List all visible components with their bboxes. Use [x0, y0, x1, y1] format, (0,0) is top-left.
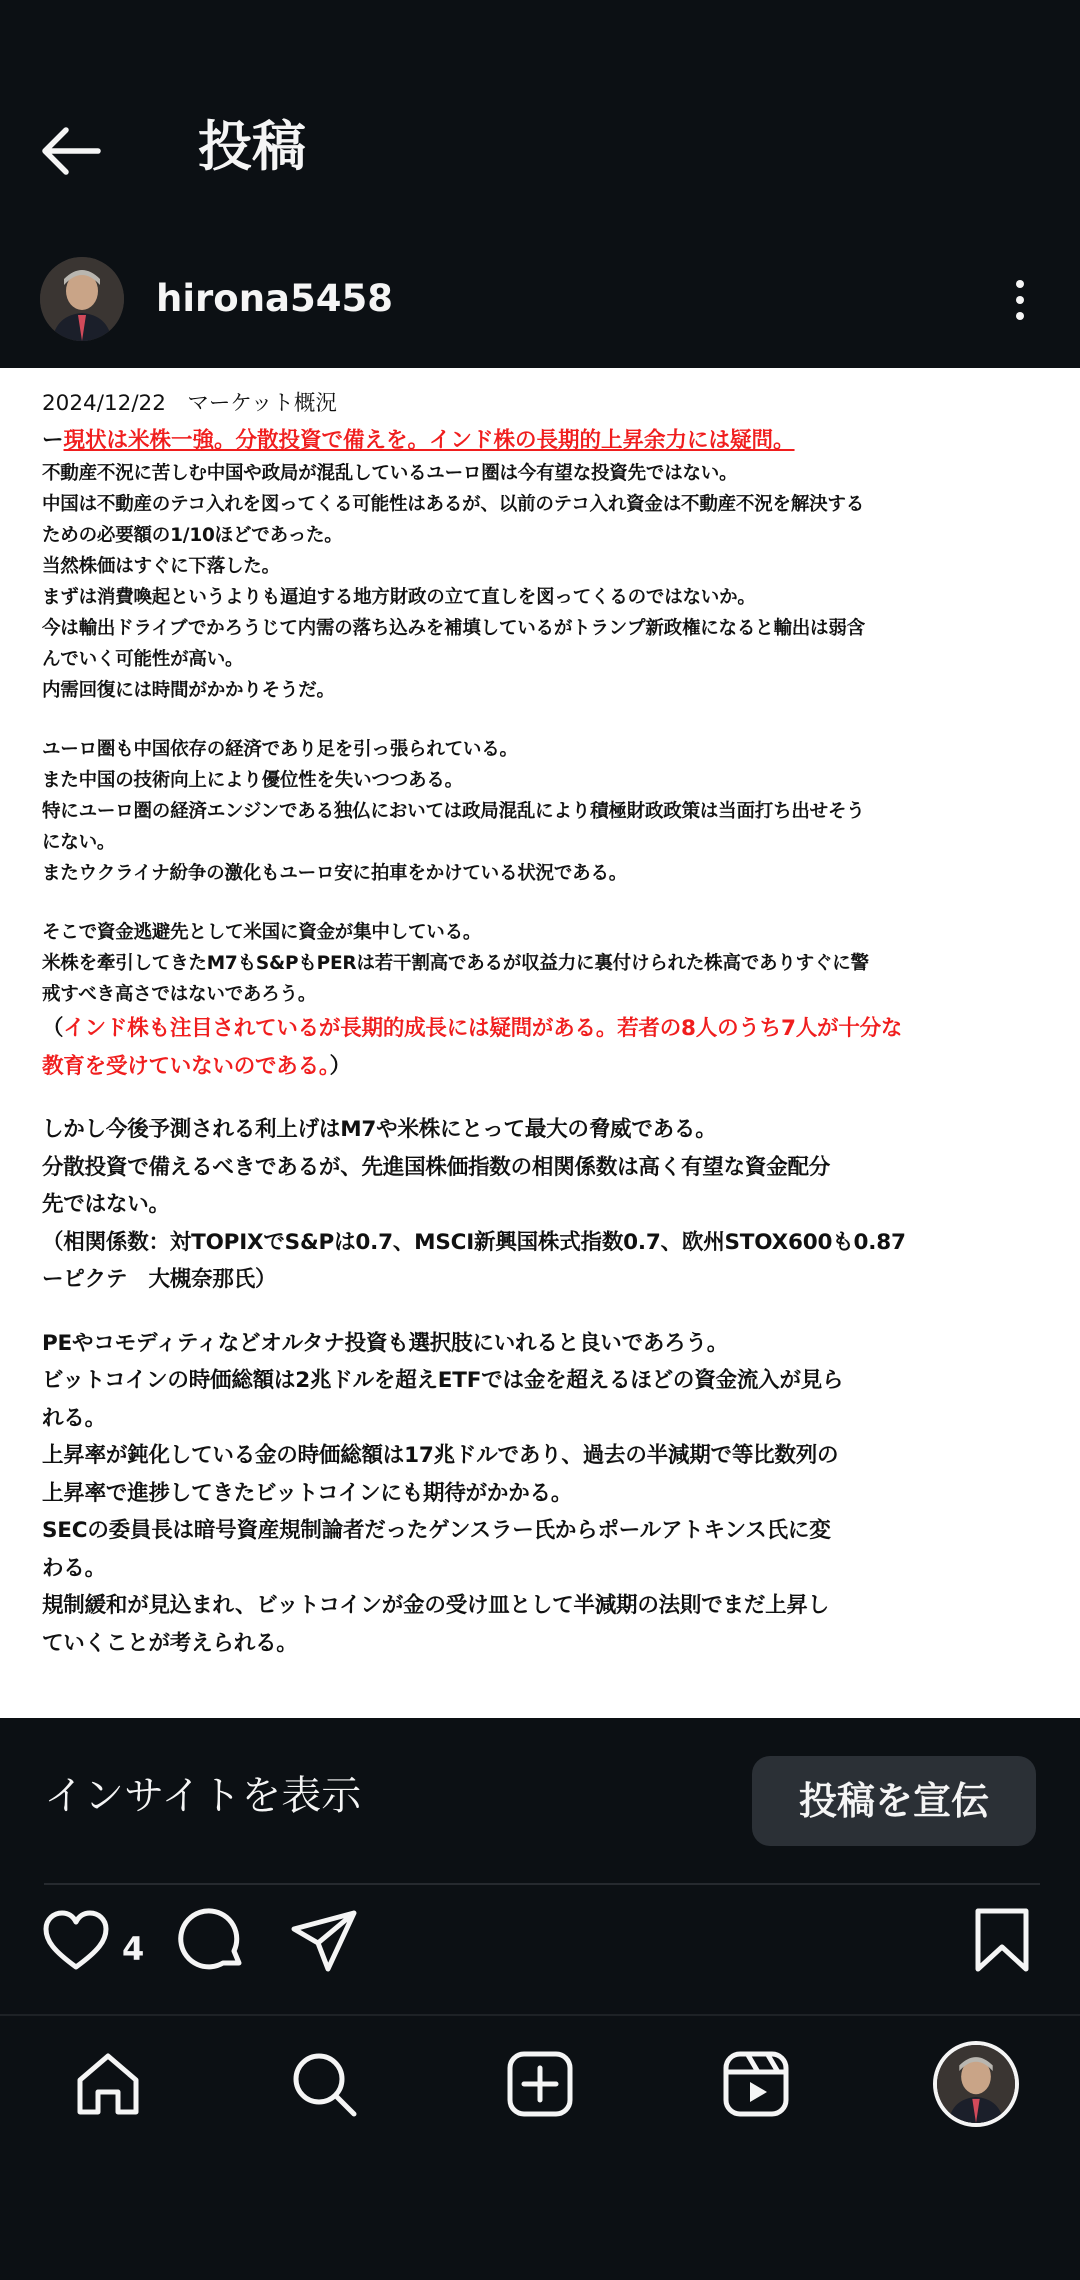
- text-line: 上昇率が鈍化している金の時価総額は17兆ドルであり、過去の半減期で等比数列の: [42, 1443, 839, 1468]
- text-line: 内需回復には時間がかかりそうだ。: [42, 680, 335, 701]
- arrow-left-icon: [36, 116, 106, 186]
- text-line: 不動産不況に苦しむ中国や政局が混乱しているユーロ圏は今有望な投資先ではない。: [42, 463, 738, 484]
- save-button[interactable]: [966, 1905, 1046, 1985]
- text-line: れる。: [42, 1405, 106, 1431]
- top-app-bar: [0, 90, 1080, 210]
- like-button[interactable]: [40, 1905, 120, 1985]
- send-icon: [288, 1905, 360, 1977]
- text-line: わる。: [42, 1555, 106, 1581]
- text-line: PEやコモディティなどオルタナ投資も選択肢にいれると良いであろう。: [42, 1330, 729, 1356]
- text-line: 規制緩和が見込まれ、ビットコインが金の受け皿として半減期の法則でまだ上昇し: [42, 1593, 830, 1618]
- document-headline: ー現状は米株一強。分散投資で備えを。インド株の長期的上昇余力には疑問。: [42, 428, 795, 453]
- search-icon: [288, 2048, 360, 2120]
- text-line: （相関係数：対TOPIXでS&Pは0.7、MSCI新興国株式指数0.7、欧州STOX600も0.87: [42, 1229, 906, 1255]
- text-line: 中国は不動産のテコ入れを図ってくる可能性はあるが、以前のテコ入れ資金は不動産不況を解決する: [42, 494, 865, 515]
- text-line: しかし今後予測される利上げはM7や米株にとって最大の脅威である。: [42, 1117, 717, 1142]
- nav-home[interactable]: [58, 2038, 158, 2138]
- text-line: SECの委員長は暗号資産規制論者だったゲンスラー氏からポールアトキンス氏に変: [42, 1518, 831, 1543]
- reels-icon: [720, 2048, 792, 2120]
- text-line: 当然株価はすぐに下落した。: [42, 556, 280, 577]
- more-vertical-icon: [1016, 280, 1024, 288]
- text-line: にない。: [42, 832, 116, 853]
- view-insights-link[interactable]: インサイトを表示: [44, 1773, 362, 1819]
- bookmark-icon: [966, 1905, 1038, 1977]
- nav-profile-avatar[interactable]: [933, 2041, 1019, 2127]
- text-line: 米株を牽引してきたM7もS&PもPERは若干割高であるが収益力に裏付けられた株高でありすぐに警: [42, 953, 869, 974]
- bottom-navigation: [0, 2016, 1080, 2146]
- avatar[interactable]: [40, 257, 124, 341]
- post-image[interactable]: [0, 368, 1080, 1718]
- text-line: ていくことが考えられる。: [42, 1630, 298, 1656]
- username[interactable]: hirona5458: [156, 277, 393, 320]
- text-line: ユーロ圏も中国依存の経済であり足を引っ張られている。: [42, 739, 518, 760]
- comment-icon: [176, 1905, 248, 1977]
- text-line: んでいく可能性が高い。: [42, 649, 244, 670]
- back-button[interactable]: [36, 116, 116, 186]
- comment-button[interactable]: [176, 1905, 256, 1985]
- document-date: 2024/12/22 マーケット概況: [42, 391, 337, 416]
- text-line: 特にユーロ圏の経済エンジンである独仏においては政局混乱により積極財政政策は当面打ち出せそう: [42, 801, 865, 822]
- nav-reels[interactable]: [706, 2038, 806, 2138]
- post-header: [0, 250, 1080, 350]
- share-button[interactable]: [288, 1905, 368, 1985]
- text-line: またウクライナ紛争の激化もユーロ安に拍車をかけている状況である。: [42, 863, 628, 884]
- profile-photo: [40, 257, 124, 341]
- post-actions: [0, 1905, 1080, 2005]
- text-line: 先ではない。: [42, 1192, 170, 1217]
- text-line: 今は輸出ドライブでかろうじて内需の落ち込みを補填しているがトランプ新政権になると輸出は弱含: [42, 618, 865, 639]
- nav-create[interactable]: [490, 2038, 590, 2138]
- home-icon: [72, 2048, 144, 2120]
- create-icon: [504, 2048, 576, 2120]
- text-line: まずは消費喚起というよりも逼迫する地方財政の立て直しを図ってくるのではないか。: [42, 587, 756, 608]
- more-options-button[interactable]: [995, 270, 1045, 330]
- like-count[interactable]: 4: [122, 1930, 145, 1968]
- nav-search[interactable]: [274, 2038, 374, 2138]
- text-line: ための必要額の1/10ほどであった。: [42, 525, 343, 546]
- red-note-line: （インド株も注目されているが長期的成長には疑問がある。若者の8人のうち7人が十分な: [42, 1016, 903, 1041]
- insights-row: [0, 1720, 1080, 1880]
- text-line: ーピクテ 大槻奈那氏）: [42, 1267, 277, 1292]
- text-line: 上昇率で進捗してきたビットコインにも期待がかかる。: [42, 1480, 573, 1506]
- divider: [44, 1883, 1040, 1885]
- promote-post-button[interactable]: 投稿を宣伝: [752, 1756, 1036, 1846]
- text-line: 戒すべき高さではないであろう。: [42, 984, 317, 1005]
- profile-photo: [937, 2045, 1015, 2123]
- heart-icon: [40, 1905, 112, 1977]
- status-bar: [0, 0, 1080, 80]
- text-line: ビットコインの時価総額は2兆ドルを超えETFでは金を超えるほどの資金流入が見ら: [42, 1368, 844, 1393]
- page-title: 投稿: [198, 115, 306, 178]
- text-line: 分散投資で備えるべきであるが、先進国株価指数の相関係数は高く有望な資金配分: [42, 1154, 831, 1180]
- text-line: そこで資金逃避先として米国に資金が集中している。: [42, 922, 482, 943]
- red-note-line: 教育を受けていないのである。）: [42, 1053, 351, 1079]
- document-text: [42, 384, 1052, 1662]
- text-line: また中国の技術向上により優位性を失いつつある。: [42, 770, 463, 791]
